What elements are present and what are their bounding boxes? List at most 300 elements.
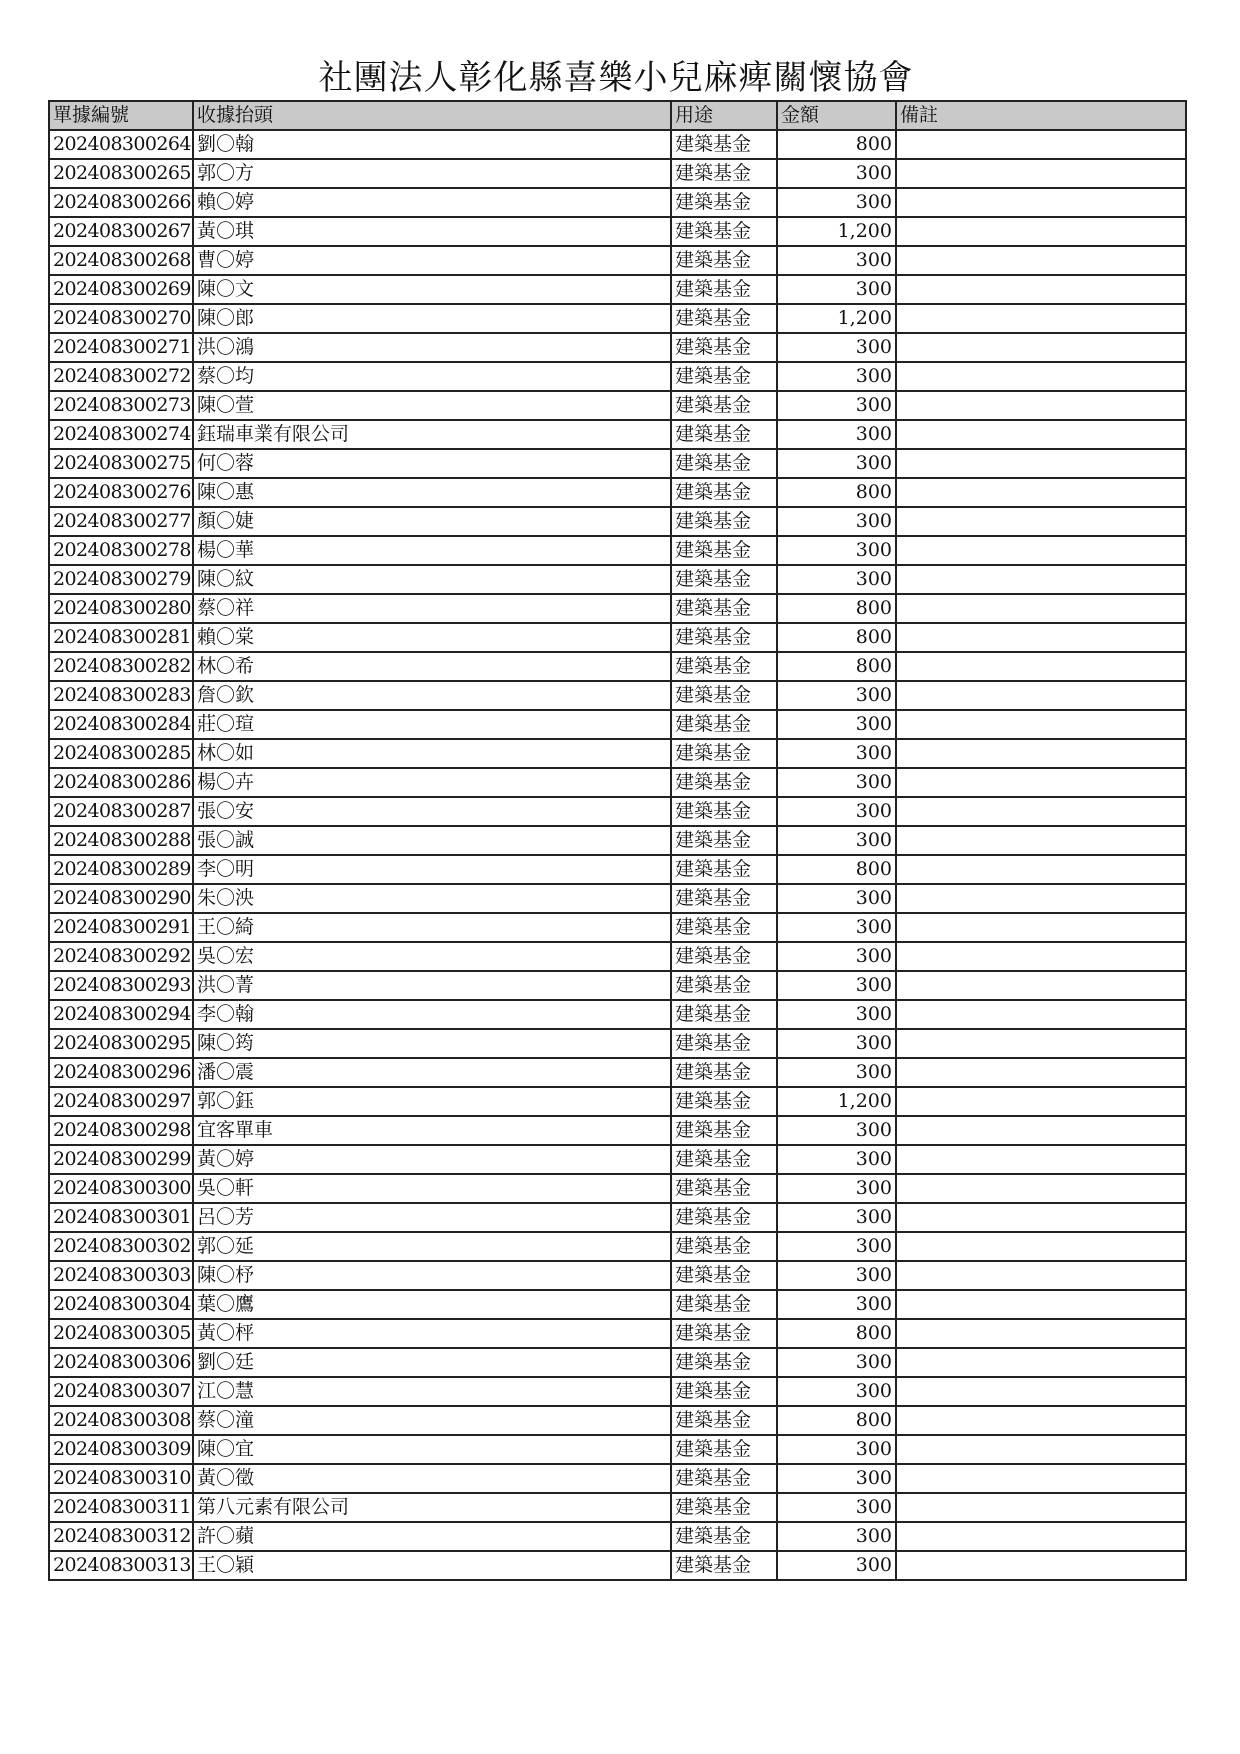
- receipt-no-cell: 202408300289: [49, 855, 193, 884]
- payer-cell: 陳〇郎: [193, 304, 671, 333]
- table-row: [49, 884, 1186, 913]
- remarks-cell: [896, 1319, 1186, 1348]
- receipt-no-cell: 202408300305: [49, 1319, 193, 1348]
- payer-cell: 李〇明: [193, 855, 671, 884]
- payer-cell: 陳〇紋: [193, 565, 671, 594]
- purpose-cell: 建築基金: [671, 188, 777, 217]
- amount-cell: 300: [777, 565, 896, 594]
- amount-cell: 300: [777, 1377, 896, 1406]
- receipt-no-cell: 202408300281: [49, 623, 193, 652]
- purpose-cell: 建築基金: [671, 1551, 777, 1580]
- remarks-cell: [896, 536, 1186, 565]
- payer-cell: 黃〇枰: [193, 1319, 671, 1348]
- receipt-no-cell: 202408300304: [49, 1290, 193, 1319]
- purpose-cell: 建築基金: [671, 391, 777, 420]
- receipt-no-cell: 202408300313: [49, 1551, 193, 1580]
- purpose-cell: 建築基金: [671, 942, 777, 971]
- table-row: [49, 304, 1186, 333]
- payer-cell: 林〇如: [193, 739, 671, 768]
- remarks-cell: [896, 1145, 1186, 1174]
- amount-cell: 300: [777, 1348, 896, 1377]
- table-row: [49, 1000, 1186, 1029]
- receipt-no-cell: 202408300279: [49, 565, 193, 594]
- table-row: [49, 246, 1186, 275]
- purpose-cell: 建築基金: [671, 884, 777, 913]
- receipt-no-cell: 202408300284: [49, 710, 193, 739]
- table-row: [49, 594, 1186, 623]
- table-row: [49, 1058, 1186, 1087]
- payer-cell: 宜客單車: [193, 1116, 671, 1145]
- purpose-cell: 建築基金: [671, 1290, 777, 1319]
- payer-cell: 黃〇徵: [193, 1464, 671, 1493]
- purpose-cell: 建築基金: [671, 855, 777, 884]
- payer-cell: 許〇蘋: [193, 1522, 671, 1551]
- table-row: [49, 507, 1186, 536]
- receipt-no-cell: 202408300268: [49, 246, 193, 275]
- purpose-cell: 建築基金: [671, 739, 777, 768]
- table-row: [49, 1406, 1186, 1435]
- table-row: [49, 797, 1186, 826]
- receipt-no-cell: 202408300294: [49, 1000, 193, 1029]
- payer-cell: 潘〇震: [193, 1058, 671, 1087]
- amount-cell: 300: [777, 362, 896, 391]
- receipt-no-cell: 202408300277: [49, 507, 193, 536]
- amount-cell: 300: [777, 1145, 896, 1174]
- header-purpose: 用途: [671, 101, 777, 130]
- table-row: [49, 217, 1186, 246]
- table-row: [49, 420, 1186, 449]
- receipt-no-cell: 202408300272: [49, 362, 193, 391]
- amount-cell: 1,200: [777, 304, 896, 333]
- receipt-no-cell: 202408300292: [49, 942, 193, 971]
- receipt-no-cell: 202408300271: [49, 333, 193, 362]
- table-row: [49, 333, 1186, 362]
- table-row: [49, 1551, 1186, 1580]
- payer-cell: 蔡〇祥: [193, 594, 671, 623]
- payer-cell: 陳〇文: [193, 275, 671, 304]
- payer-cell: 郭〇方: [193, 159, 671, 188]
- remarks-cell: [896, 1261, 1186, 1290]
- purpose-cell: 建築基金: [671, 1029, 777, 1058]
- purpose-cell: 建築基金: [671, 159, 777, 188]
- table-row: [49, 1261, 1186, 1290]
- receipt-no-cell: 202408300308: [49, 1406, 193, 1435]
- remarks-cell: [896, 565, 1186, 594]
- payer-cell: 第八元素有限公司: [193, 1493, 671, 1522]
- payer-cell: 顏〇婕: [193, 507, 671, 536]
- table-row: [49, 275, 1186, 304]
- remarks-cell: [896, 246, 1186, 275]
- receipt-no-cell: 202408300287: [49, 797, 193, 826]
- amount-cell: 300: [777, 507, 896, 536]
- donation-table: [48, 100, 1187, 1581]
- purpose-cell: 建築基金: [671, 1261, 777, 1290]
- receipt-no-cell: 202408300295: [49, 1029, 193, 1058]
- amount-cell: 300: [777, 1058, 896, 1087]
- amount-cell: 300: [777, 971, 896, 1000]
- purpose-cell: 建築基金: [671, 420, 777, 449]
- amount-cell: 300: [777, 275, 896, 304]
- payer-cell: 楊〇華: [193, 536, 671, 565]
- table-row: [49, 1203, 1186, 1232]
- table-row: [49, 855, 1186, 884]
- table-row: [49, 391, 1186, 420]
- receipt-no-cell: 202408300291: [49, 913, 193, 942]
- payer-cell: 張〇安: [193, 797, 671, 826]
- table-row: [49, 1493, 1186, 1522]
- table-row: [49, 565, 1186, 594]
- amount-cell: 300: [777, 797, 896, 826]
- remarks-cell: [896, 913, 1186, 942]
- receipt-no-cell: 202408300290: [49, 884, 193, 913]
- amount-cell: 300: [777, 681, 896, 710]
- receipt-no-cell: 202408300306: [49, 1348, 193, 1377]
- purpose-cell: 建築基金: [671, 594, 777, 623]
- purpose-cell: 建築基金: [671, 710, 777, 739]
- purpose-cell: 建築基金: [671, 304, 777, 333]
- table-row: [49, 710, 1186, 739]
- payer-cell: 賴〇婷: [193, 188, 671, 217]
- amount-cell: 300: [777, 188, 896, 217]
- receipt-no-cell: 202408300282: [49, 652, 193, 681]
- purpose-cell: 建築基金: [671, 536, 777, 565]
- amount-cell: 300: [777, 1464, 896, 1493]
- amount-cell: 800: [777, 623, 896, 652]
- payer-cell: 陳〇宜: [193, 1435, 671, 1464]
- remarks-cell: [896, 391, 1186, 420]
- table-row: [49, 130, 1186, 159]
- amount-cell: 300: [777, 768, 896, 797]
- amount-cell: 300: [777, 420, 896, 449]
- table-row: [49, 1435, 1186, 1464]
- table-row: [49, 1145, 1186, 1174]
- amount-cell: 300: [777, 1522, 896, 1551]
- table-row: [49, 449, 1186, 478]
- purpose-cell: 建築基金: [671, 1435, 777, 1464]
- amount-cell: 300: [777, 913, 896, 942]
- amount-cell: 300: [777, 1551, 896, 1580]
- table-row: [49, 652, 1186, 681]
- payer-cell: 陳〇筠: [193, 1029, 671, 1058]
- table-row: [49, 1116, 1186, 1145]
- amount-cell: 800: [777, 594, 896, 623]
- payer-cell: 蔡〇均: [193, 362, 671, 391]
- purpose-cell: 建築基金: [671, 565, 777, 594]
- amount-cell: 800: [777, 130, 896, 159]
- payer-cell: 王〇綺: [193, 913, 671, 942]
- receipt-no-cell: 202408300275: [49, 449, 193, 478]
- amount-cell: 300: [777, 1493, 896, 1522]
- amount-cell: 1,200: [777, 1087, 896, 1116]
- remarks-cell: [896, 304, 1186, 333]
- purpose-cell: 建築基金: [671, 507, 777, 536]
- amount-cell: 300: [777, 1000, 896, 1029]
- table-row: [49, 1029, 1186, 1058]
- receipt-no-cell: 202408300301: [49, 1203, 193, 1232]
- remarks-cell: [896, 971, 1186, 1000]
- table-row: [49, 536, 1186, 565]
- purpose-cell: 建築基金: [671, 1377, 777, 1406]
- header-amount: 金額: [777, 101, 896, 130]
- purpose-cell: 建築基金: [671, 478, 777, 507]
- remarks-cell: [896, 797, 1186, 826]
- receipt-no-cell: 202408300312: [49, 1522, 193, 1551]
- purpose-cell: 建築基金: [671, 1522, 777, 1551]
- remarks-cell: [896, 1087, 1186, 1116]
- payer-cell: 陳〇惠: [193, 478, 671, 507]
- remarks-cell: [896, 130, 1186, 159]
- receipt-no-cell: 202408300274: [49, 420, 193, 449]
- remarks-cell: [896, 1116, 1186, 1145]
- payer-cell: 洪〇鴻: [193, 333, 671, 362]
- remarks-cell: [896, 1435, 1186, 1464]
- receipt-no-cell: 202408300285: [49, 739, 193, 768]
- purpose-cell: 建築基金: [671, 1203, 777, 1232]
- amount-cell: 300: [777, 449, 896, 478]
- amount-cell: 300: [777, 1261, 896, 1290]
- amount-cell: 300: [777, 1435, 896, 1464]
- payer-cell: 黃〇婷: [193, 1145, 671, 1174]
- remarks-cell: [896, 623, 1186, 652]
- receipt-no-cell: 202408300286: [49, 768, 193, 797]
- remarks-cell: [896, 942, 1186, 971]
- header-receipt-no: 單據編號: [49, 101, 193, 130]
- receipt-no-cell: 202408300273: [49, 391, 193, 420]
- table-row: [49, 942, 1186, 971]
- receipt-no-cell: 202408300297: [49, 1087, 193, 1116]
- remarks-cell: [896, 884, 1186, 913]
- receipt-no-cell: 202408300270: [49, 304, 193, 333]
- purpose-cell: 建築基金: [671, 275, 777, 304]
- purpose-cell: 建築基金: [671, 1493, 777, 1522]
- purpose-cell: 建築基金: [671, 217, 777, 246]
- payer-cell: 江〇慧: [193, 1377, 671, 1406]
- purpose-cell: 建築基金: [671, 130, 777, 159]
- receipt-no-cell: 202408300310: [49, 1464, 193, 1493]
- remarks-cell: [896, 768, 1186, 797]
- payer-cell: 李〇翰: [193, 1000, 671, 1029]
- table-row: [49, 1377, 1186, 1406]
- amount-cell: 300: [777, 1029, 896, 1058]
- table-row: [49, 681, 1186, 710]
- remarks-cell: [896, 507, 1186, 536]
- payer-cell: 陳〇萱: [193, 391, 671, 420]
- remarks-cell: [896, 1377, 1186, 1406]
- purpose-cell: 建築基金: [671, 826, 777, 855]
- remarks-cell: [896, 1551, 1186, 1580]
- payer-cell: 王〇穎: [193, 1551, 671, 1580]
- table-row: [49, 1174, 1186, 1203]
- remarks-cell: [896, 1029, 1186, 1058]
- remarks-cell: [896, 1232, 1186, 1261]
- remarks-cell: [896, 420, 1186, 449]
- remarks-cell: [896, 710, 1186, 739]
- purpose-cell: 建築基金: [671, 1145, 777, 1174]
- amount-cell: 300: [777, 333, 896, 362]
- purpose-cell: 建築基金: [671, 1116, 777, 1145]
- purpose-cell: 建築基金: [671, 1174, 777, 1203]
- header-remarks: 備註: [896, 101, 1186, 130]
- table-row: [49, 739, 1186, 768]
- remarks-cell: [896, 855, 1186, 884]
- purpose-cell: 建築基金: [671, 1232, 777, 1261]
- amount-cell: 300: [777, 159, 896, 188]
- amount-cell: 300: [777, 1174, 896, 1203]
- amount-cell: 800: [777, 1406, 896, 1435]
- remarks-cell: [896, 681, 1186, 710]
- payer-cell: 林〇希: [193, 652, 671, 681]
- purpose-cell: 建築基金: [671, 1087, 777, 1116]
- purpose-cell: 建築基金: [671, 362, 777, 391]
- receipt-no-cell: 202408300265: [49, 159, 193, 188]
- payer-cell: 郭〇延: [193, 1232, 671, 1261]
- remarks-cell: [896, 275, 1186, 304]
- receipt-no-cell: 202408300264: [49, 130, 193, 159]
- table-row: [49, 971, 1186, 1000]
- receipt-no-cell: 202408300278: [49, 536, 193, 565]
- remarks-cell: [896, 217, 1186, 246]
- purpose-cell: 建築基金: [671, 971, 777, 1000]
- receipt-no-cell: 202408300302: [49, 1232, 193, 1261]
- payer-cell: 陳〇杼: [193, 1261, 671, 1290]
- purpose-cell: 建築基金: [671, 1319, 777, 1348]
- remarks-cell: [896, 652, 1186, 681]
- table-row: [49, 478, 1186, 507]
- payer-cell: 莊〇瑄: [193, 710, 671, 739]
- amount-cell: 300: [777, 536, 896, 565]
- table-row: [49, 1290, 1186, 1319]
- table-row: [49, 362, 1186, 391]
- purpose-cell: 建築基金: [671, 1464, 777, 1493]
- amount-cell: 300: [777, 391, 896, 420]
- remarks-cell: [896, 1348, 1186, 1377]
- payer-cell: 賴〇棠: [193, 623, 671, 652]
- receipt-no-cell: 202408300299: [49, 1145, 193, 1174]
- purpose-cell: 建築基金: [671, 1000, 777, 1029]
- payer-cell: 葉〇鷹: [193, 1290, 671, 1319]
- receipt-no-cell: 202408300307: [49, 1377, 193, 1406]
- table-body: [49, 130, 1186, 1580]
- receipt-no-cell: 202408300267: [49, 217, 193, 246]
- purpose-cell: 建築基金: [671, 1348, 777, 1377]
- purpose-cell: 建築基金: [671, 913, 777, 942]
- receipt-no-cell: 202408300300: [49, 1174, 193, 1203]
- payer-cell: 張〇誠: [193, 826, 671, 855]
- table-row: [49, 826, 1186, 855]
- payer-cell: 詹〇欽: [193, 681, 671, 710]
- remarks-cell: [896, 1290, 1186, 1319]
- table-row: [49, 1522, 1186, 1551]
- receipt-no-cell: 202408300298: [49, 1116, 193, 1145]
- purpose-cell: 建築基金: [671, 623, 777, 652]
- payer-cell: 洪〇菁: [193, 971, 671, 1000]
- receipt-no-cell: 202408300296: [49, 1058, 193, 1087]
- receipt-no-cell: 202408300283: [49, 681, 193, 710]
- table-row: [49, 1319, 1186, 1348]
- receipt-no-cell: 202408300288: [49, 826, 193, 855]
- purpose-cell: 建築基金: [671, 246, 777, 275]
- amount-cell: 300: [777, 710, 896, 739]
- purpose-cell: 建築基金: [671, 333, 777, 362]
- purpose-cell: 建築基金: [671, 1406, 777, 1435]
- amount-cell: 800: [777, 652, 896, 681]
- amount-cell: 300: [777, 942, 896, 971]
- amount-cell: 300: [777, 739, 896, 768]
- remarks-cell: [896, 449, 1186, 478]
- remarks-cell: [896, 188, 1186, 217]
- table-row: [49, 623, 1186, 652]
- payer-cell: 楊〇卉: [193, 768, 671, 797]
- receipt-no-cell: 202408300280: [49, 594, 193, 623]
- amount-cell: 300: [777, 1203, 896, 1232]
- remarks-cell: [896, 478, 1186, 507]
- remarks-cell: [896, 362, 1186, 391]
- remarks-cell: [896, 739, 1186, 768]
- purpose-cell: 建築基金: [671, 1058, 777, 1087]
- payer-cell: 郭〇鈺: [193, 1087, 671, 1116]
- receipt-no-cell: 202408300311: [49, 1493, 193, 1522]
- remarks-cell: [896, 333, 1186, 362]
- page-title: 社團法人彰化縣喜樂小兒麻痺關懷協會: [318, 58, 914, 98]
- header-payer: 收據抬頭: [193, 101, 671, 130]
- receipt-no-cell: 202408300309: [49, 1435, 193, 1464]
- payer-cell: 何〇蓉: [193, 449, 671, 478]
- amount-cell: 1,200: [777, 217, 896, 246]
- amount-cell: 300: [777, 246, 896, 275]
- remarks-cell: [896, 594, 1186, 623]
- payer-cell: 吳〇宏: [193, 942, 671, 971]
- remarks-cell: [896, 1000, 1186, 1029]
- amount-cell: 300: [777, 826, 896, 855]
- table-header: [49, 101, 1186, 130]
- remarks-cell: [896, 1493, 1186, 1522]
- payer-cell: 蔡〇潼: [193, 1406, 671, 1435]
- table-row: [49, 1348, 1186, 1377]
- purpose-cell: 建築基金: [671, 652, 777, 681]
- receipt-no-cell: 202408300266: [49, 188, 193, 217]
- purpose-cell: 建築基金: [671, 681, 777, 710]
- amount-cell: 300: [777, 1232, 896, 1261]
- remarks-cell: [896, 1464, 1186, 1493]
- amount-cell: 800: [777, 855, 896, 884]
- remarks-cell: [896, 1174, 1186, 1203]
- remarks-cell: [896, 1522, 1186, 1551]
- purpose-cell: 建築基金: [671, 449, 777, 478]
- payer-cell: 劉〇翰: [193, 130, 671, 159]
- amount-cell: 300: [777, 1116, 896, 1145]
- remarks-cell: [896, 826, 1186, 855]
- amount-cell: 800: [777, 1319, 896, 1348]
- remarks-cell: [896, 1058, 1186, 1087]
- payer-cell: 曹〇婷: [193, 246, 671, 275]
- receipt-no-cell: 202408300269: [49, 275, 193, 304]
- table-row: [49, 1464, 1186, 1493]
- amount-cell: 300: [777, 1290, 896, 1319]
- payer-cell: 劉〇廷: [193, 1348, 671, 1377]
- amount-cell: 800: [777, 478, 896, 507]
- payer-cell: 朱〇泱: [193, 884, 671, 913]
- remarks-cell: [896, 1203, 1186, 1232]
- payer-cell: 吳〇軒: [193, 1174, 671, 1203]
- payer-cell: 呂〇芳: [193, 1203, 671, 1232]
- table-row: [49, 1232, 1186, 1261]
- payer-cell: 鈺瑞車業有限公司: [193, 420, 671, 449]
- receipt-no-cell: 202408300293: [49, 971, 193, 1000]
- payer-cell: 黃〇琪: [193, 217, 671, 246]
- remarks-cell: [896, 159, 1186, 188]
- amount-cell: 300: [777, 884, 896, 913]
- table-row: [49, 768, 1186, 797]
